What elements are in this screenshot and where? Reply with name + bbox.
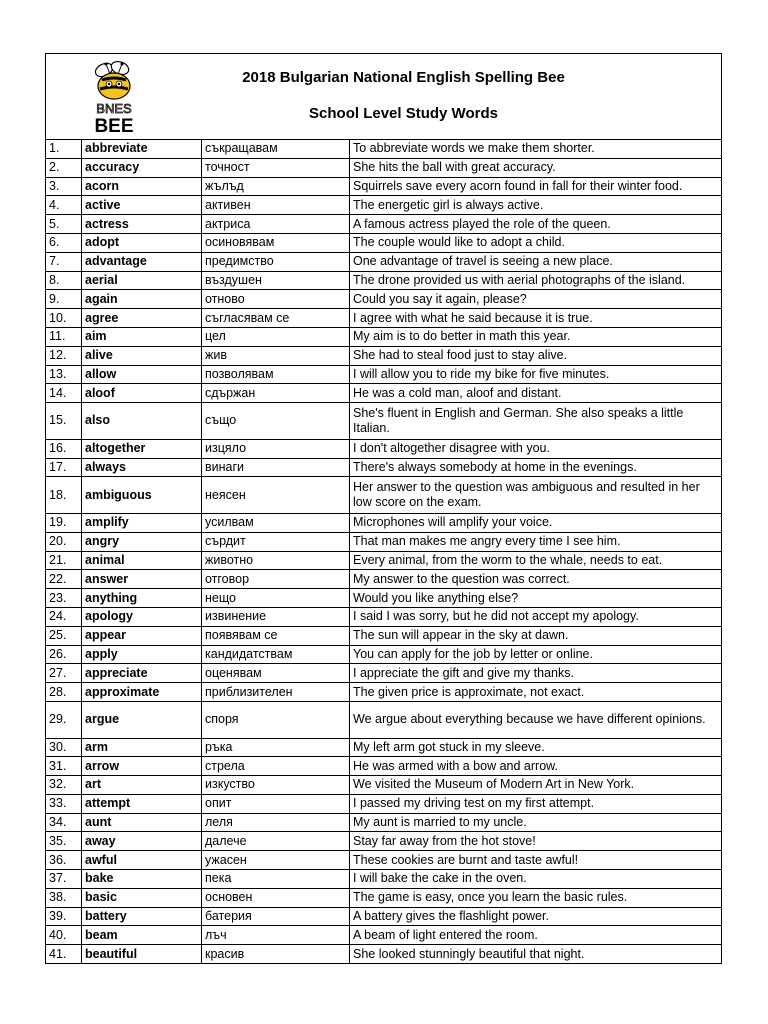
bulgarian-translation: нещо (202, 589, 350, 608)
spelling-word: aloof (82, 384, 202, 403)
table-row (46, 907, 722, 926)
table-row (46, 177, 722, 196)
table-row (46, 365, 722, 384)
example-sentence: My answer to the question was correct. (350, 570, 722, 589)
bulgarian-translation: батерия (202, 907, 350, 926)
spelling-word: basic (82, 888, 202, 907)
bulgarian-translation: ръка (202, 738, 350, 757)
example-sentence: I don't altogether disagree with you. (350, 439, 722, 458)
spelling-word: apology (82, 607, 202, 626)
row-number: 22. (46, 570, 82, 589)
table-row (46, 851, 722, 870)
row-number: 21. (46, 551, 82, 570)
example-sentence: She had to steal food just to stay alive. (350, 346, 722, 365)
spelling-word: alive (82, 346, 202, 365)
row-number: 23. (46, 589, 82, 608)
bulgarian-translation: актриса (202, 215, 350, 234)
table-row (46, 290, 722, 309)
row-number: 20. (46, 532, 82, 551)
row-number: 13. (46, 365, 82, 384)
table-row (46, 570, 722, 589)
example-sentence: Squirrels save every acorn found in fall for their winter food. (350, 177, 722, 196)
spelling-word: also (82, 403, 202, 440)
table-row (46, 626, 722, 645)
spelling-word: attempt (82, 794, 202, 813)
table-row (46, 794, 722, 813)
row-number: 1. (46, 140, 82, 159)
row-number: 18. (46, 477, 82, 514)
bulgarian-translation: красив (202, 945, 350, 964)
bulgarian-translation: леля (202, 813, 350, 832)
bulgarian-translation: точност (202, 158, 350, 177)
row-number: 29. (46, 701, 82, 738)
spelling-word: altogether (82, 439, 202, 458)
bulgarian-translation: цел (202, 327, 350, 346)
table-row (46, 439, 722, 458)
example-sentence: I passed my driving test on my first attempt. (350, 794, 722, 813)
row-number: 30. (46, 738, 82, 757)
example-sentence: The energetic girl is always active. (350, 196, 722, 215)
row-number: 16. (46, 439, 82, 458)
example-sentence: One advantage of travel is seeing a new place. (350, 252, 722, 271)
example-sentence: That man makes me angry every time I see him. (350, 532, 722, 551)
logo-bottom-text: BEE (94, 116, 134, 136)
bulgarian-translation: приблизителен (202, 683, 350, 702)
spelling-word: agree (82, 309, 202, 328)
bulgarian-translation: далече (202, 832, 350, 851)
spelling-word: battery (82, 907, 202, 926)
table-row (46, 215, 722, 234)
spelling-word: beautiful (82, 945, 202, 964)
example-sentence: The given price is approximate, not exact. (350, 683, 722, 702)
bulgarian-translation: оценявам (202, 664, 350, 683)
bulgarian-translation: ужасен (202, 851, 350, 870)
example-sentence: Could you say it again, please? (350, 290, 722, 309)
row-number: 6. (46, 233, 82, 252)
example-sentence: The sun will appear in the sky at dawn. (350, 626, 722, 645)
table-row (46, 458, 722, 477)
row-number: 24. (46, 607, 82, 626)
bulgarian-translation: сърдит (202, 532, 350, 551)
example-sentence: I said I was sorry, but he did not accept my apology. (350, 607, 722, 626)
spelling-word: argue (82, 701, 202, 738)
table-row (46, 346, 722, 365)
row-number: 34. (46, 813, 82, 832)
row-number: 25. (46, 626, 82, 645)
example-sentence: He was a cold man, aloof and distant. (350, 384, 722, 403)
example-sentence: My left arm got stuck in my sleeve. (350, 738, 722, 757)
example-sentence: Every animal, from the worm to the whale, needs to eat. (350, 551, 722, 570)
spelling-word: amplify (82, 513, 202, 532)
row-number: 3. (46, 177, 82, 196)
row-number: 12. (46, 346, 82, 365)
table-row (46, 664, 722, 683)
study-words-sheet (45, 53, 722, 964)
table-row (46, 252, 722, 271)
example-sentence: Microphones will amplify your voice. (350, 513, 722, 532)
table-row (46, 738, 722, 757)
bulgarian-translation: споря (202, 701, 350, 738)
example-sentence: Her answer to the question was ambiguous and resulted in her low score on the exam. (350, 477, 722, 514)
row-number: 10. (46, 309, 82, 328)
row-number: 14. (46, 384, 82, 403)
spelling-word: arrow (82, 757, 202, 776)
table-row (46, 196, 722, 215)
row-number: 36. (46, 851, 82, 870)
bulgarian-translation: съкращавам (202, 140, 350, 159)
bulgarian-translation: пека (202, 870, 350, 889)
table-row (46, 683, 722, 702)
table-row (46, 888, 722, 907)
example-sentence: The couple would like to adopt a child. (350, 233, 722, 252)
example-sentence: I agree with what he said because it is true. (350, 309, 722, 328)
spelling-word: advantage (82, 252, 202, 271)
spelling-word: appear (82, 626, 202, 645)
table-row (46, 870, 722, 889)
bulgarian-translation: лъч (202, 926, 350, 945)
spelling-word: actress (82, 215, 202, 234)
bulgarian-translation: отговор (202, 570, 350, 589)
bulgarian-translation: предимство (202, 252, 350, 271)
table-row (46, 140, 722, 159)
example-sentence: We argue about everything because we have different opinions. (350, 701, 722, 738)
spelling-word: appreciate (82, 664, 202, 683)
example-sentence: You can apply for the job by letter or online. (350, 645, 722, 664)
table-row (46, 532, 722, 551)
bulgarian-translation: жив (202, 346, 350, 365)
bulgarian-translation: кандидатствам (202, 645, 350, 664)
row-number: 15. (46, 403, 82, 440)
table-row (46, 403, 722, 440)
spelling-word: accuracy (82, 158, 202, 177)
bulgarian-translation: жълъд (202, 177, 350, 196)
table-row (46, 551, 722, 570)
example-sentence: To abbreviate words we make them shorter. (350, 140, 722, 159)
table-row (46, 384, 722, 403)
bulgarian-translation: животно (202, 551, 350, 570)
document-subtitle: School Level Study Words (309, 105, 498, 122)
table-row (46, 158, 722, 177)
bulgarian-translation: усилвам (202, 513, 350, 532)
row-number: 26. (46, 645, 82, 664)
example-sentence: My aunt is married to my uncle. (350, 813, 722, 832)
spelling-word: again (82, 290, 202, 309)
spelling-word: aerial (82, 271, 202, 290)
bulgarian-translation: изцяло (202, 439, 350, 458)
document-title: 2018 Bulgarian National English Spelling Bee (242, 69, 565, 86)
bulgarian-translation: също (202, 403, 350, 440)
spelling-word: apply (82, 645, 202, 664)
spelling-word: abbreviate (82, 140, 202, 159)
spelling-word: anything (82, 589, 202, 608)
bulgarian-translation: съгласявам се (202, 309, 350, 328)
bulgarian-translation: извинение (202, 607, 350, 626)
table-row (46, 477, 722, 514)
row-number: 38. (46, 888, 82, 907)
table-row (46, 589, 722, 608)
spelling-word: answer (82, 570, 202, 589)
bulgarian-translation: позволявам (202, 365, 350, 384)
row-number: 2. (46, 158, 82, 177)
example-sentence: She hits the ball with great accuracy. (350, 158, 722, 177)
example-sentence: She's fluent in English and German. She also speaks a little Italian. (350, 403, 722, 440)
row-number: 31. (46, 757, 82, 776)
table-row (46, 813, 722, 832)
row-number: 33. (46, 794, 82, 813)
spelling-word: approximate (82, 683, 202, 702)
table-row (46, 645, 722, 664)
example-sentence: A beam of light entered the room. (350, 926, 722, 945)
spelling-word: adopt (82, 233, 202, 252)
table-row (46, 832, 722, 851)
bulgarian-translation: опит (202, 794, 350, 813)
table-row (46, 776, 722, 795)
row-number: 5. (46, 215, 82, 234)
spelling-word: art (82, 776, 202, 795)
word-table (45, 139, 722, 964)
spelling-word: always (82, 458, 202, 477)
row-number: 37. (46, 870, 82, 889)
row-number: 7. (46, 252, 82, 271)
bulgarian-translation: отново (202, 290, 350, 309)
row-number: 35. (46, 832, 82, 851)
bulgarian-translation: активен (202, 196, 350, 215)
bee-icon (84, 56, 144, 136)
table-row (46, 945, 722, 964)
bulgarian-translation: осиновявам (202, 233, 350, 252)
bulgarian-translation: изкуство (202, 776, 350, 795)
bulgarian-translation: неясен (202, 477, 350, 514)
row-number: 4. (46, 196, 82, 215)
bulgarian-translation: винаги (202, 458, 350, 477)
example-sentence: A battery gives the flashlight power. (350, 907, 722, 926)
bulgarian-translation: стрела (202, 757, 350, 776)
example-sentence: These cookies are burnt and taste awful! (350, 851, 722, 870)
table-row (46, 233, 722, 252)
table-row (46, 607, 722, 626)
spelling-word: arm (82, 738, 202, 757)
row-number: 17. (46, 458, 82, 477)
table-row (46, 701, 722, 738)
spelling-word: active (82, 196, 202, 215)
row-number: 40. (46, 926, 82, 945)
table-row (46, 327, 722, 346)
spelling-word: ambiguous (82, 477, 202, 514)
example-sentence: She looked stunningly beautiful that night. (350, 945, 722, 964)
example-sentence: The drone provided us with aerial photographs of the island. (350, 271, 722, 290)
row-number: 9. (46, 290, 82, 309)
spelling-word: animal (82, 551, 202, 570)
example-sentence: A famous actress played the role of the queen. (350, 215, 722, 234)
table-row (46, 513, 722, 532)
example-sentence: Would you like anything else? (350, 589, 722, 608)
example-sentence: I appreciate the gift and give my thanks. (350, 664, 722, 683)
row-number: 39. (46, 907, 82, 926)
row-number: 8. (46, 271, 82, 290)
bulgarian-translation: основен (202, 888, 350, 907)
row-number: 32. (46, 776, 82, 795)
spelling-word: angry (82, 532, 202, 551)
spelling-word: bake (82, 870, 202, 889)
example-sentence: My aim is to do better in math this year. (350, 327, 722, 346)
example-sentence: I will allow you to ride my bike for five minutes. (350, 365, 722, 384)
bulgarian-translation: появявам се (202, 626, 350, 645)
table-row (46, 309, 722, 328)
example-sentence: Stay far away from the hot stove! (350, 832, 722, 851)
spelling-word: allow (82, 365, 202, 384)
spelling-word: awful (82, 851, 202, 870)
row-number: 19. (46, 513, 82, 532)
example-sentence: He was armed with a bow and arrow. (350, 757, 722, 776)
row-number: 27. (46, 664, 82, 683)
table-row (46, 271, 722, 290)
row-number: 41. (46, 945, 82, 964)
spelling-word: away (82, 832, 202, 851)
bulgarian-translation: сдържан (202, 384, 350, 403)
spelling-word: acorn (82, 177, 202, 196)
spelling-word: beam (82, 926, 202, 945)
bulgarian-translation: въздушен (202, 271, 350, 290)
example-sentence: I will bake the cake in the oven. (350, 870, 722, 889)
example-sentence: There's always somebody at home in the evenings. (350, 458, 722, 477)
row-number: 28. (46, 683, 82, 702)
table-row (46, 757, 722, 776)
document-header (45, 53, 722, 139)
spelling-word: aim (82, 327, 202, 346)
spelling-word: aunt (82, 813, 202, 832)
table-row (46, 926, 722, 945)
row-number: 11. (46, 327, 82, 346)
example-sentence: The game is easy, once you learn the basic rules. (350, 888, 722, 907)
logo-top-text: BNES (96, 101, 132, 116)
example-sentence: We visited the Museum of Modern Art in New York. (350, 776, 722, 795)
